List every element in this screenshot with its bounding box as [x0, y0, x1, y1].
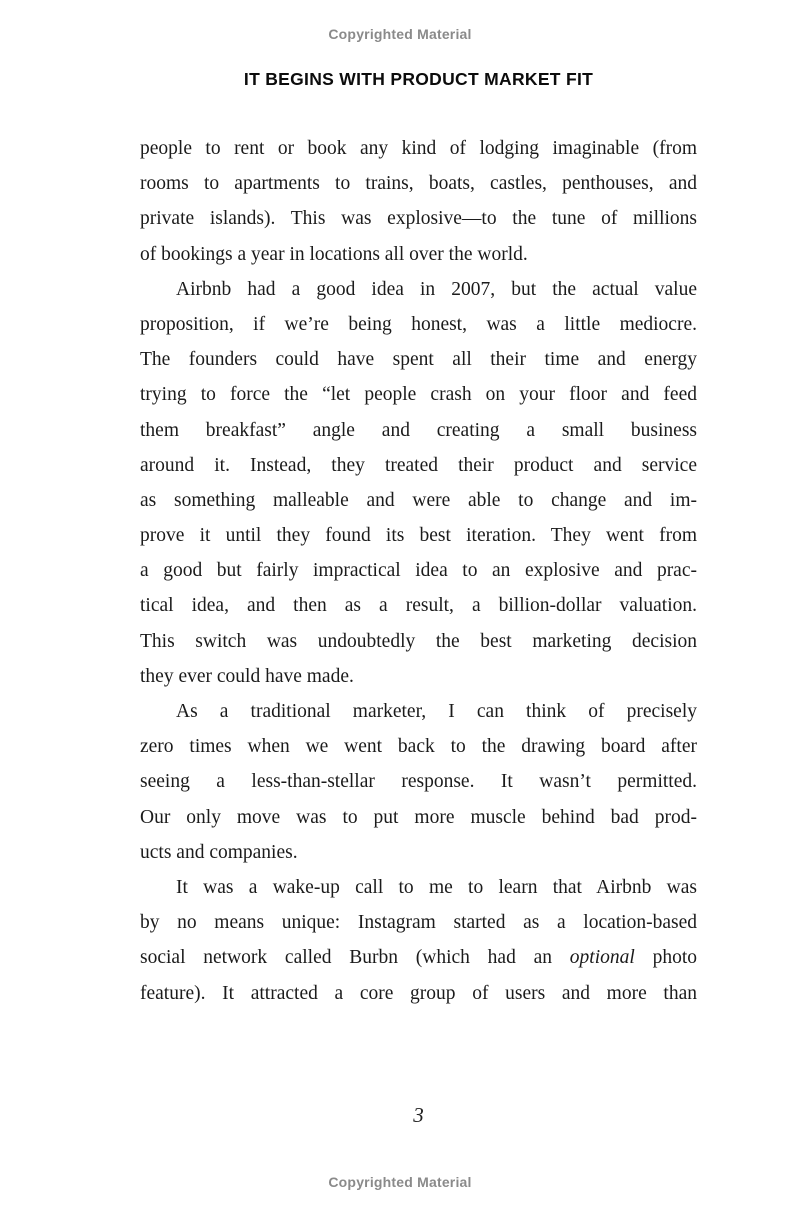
paragraph [140, 272, 697, 694]
text-line: them breakfast” angle and creating a small business [140, 419, 697, 441]
text-line: As a traditional marketer, I can think of precisely [176, 701, 697, 722]
text-line: Airbnb had a good idea in 2007, but the actual value [176, 278, 697, 300]
text-line: by no means unique: Instagram started as a location-based [140, 912, 697, 934]
page-number: 3 [413, 1103, 424, 1127]
text-line: a good but fairly impractical idea to an explosive and prac- [140, 560, 697, 582]
text-line: social network called Burbn (which had an optional photo [140, 947, 697, 969]
paragraph [140, 694, 697, 870]
paragraph [140, 131, 697, 272]
text-line: proposition, if we’re being honest, was a little mediocre. [140, 313, 697, 335]
text-line: zero times when we went back to the drawing board after [140, 736, 697, 758]
text-line: people to rent or book any kind of lodging imaginable (from [140, 138, 697, 159]
text-line: feature). It attracted a core group of users and more than [140, 982, 697, 1004]
text-line: prove it until they found its best iteration. They went from [140, 525, 697, 547]
text-line: seeing a less-than-stellar response. It wasn’t permitted. [140, 771, 697, 793]
copyright-notice-top: Copyrighted Material [328, 26, 472, 42]
paragraph [140, 870, 697, 1011]
text-line: rooms to apartments to trains, boats, castles, penthouses, and [140, 173, 697, 195]
page-body-text [140, 131, 697, 1011]
text-line: Our only move was to put more muscle behind bad prod- [140, 806, 697, 828]
text-line: trying to force the “let people crash on your floor and feed [140, 384, 697, 406]
running-header: IT BEGINS WITH PRODUCT MARKET FIT [243, 69, 594, 89]
copyright-notice-bottom: Copyrighted Material [328, 1174, 472, 1190]
text-line: private islands). This was explosive—to the tune of millions [140, 208, 697, 230]
text-line: around it. Instead, they treated their product and service [140, 454, 697, 476]
text-line: they ever could have made. [140, 665, 354, 687]
text-line: ucts and companies. [140, 841, 298, 863]
text-line: of bookings a year in locations all over the world. [140, 243, 528, 265]
text-line: as something malleable and were able to change and im- [140, 489, 697, 511]
text-line: This switch was undoubtedly the best marketing decision [140, 630, 697, 652]
text-line: tical idea, and then as a result, a billion-dollar valuation. [140, 595, 697, 617]
text-line: The founders could have spent all their time and energy [140, 349, 697, 371]
text-line: It was a wake-up call to me to learn that Airbnb was [176, 876, 697, 898]
